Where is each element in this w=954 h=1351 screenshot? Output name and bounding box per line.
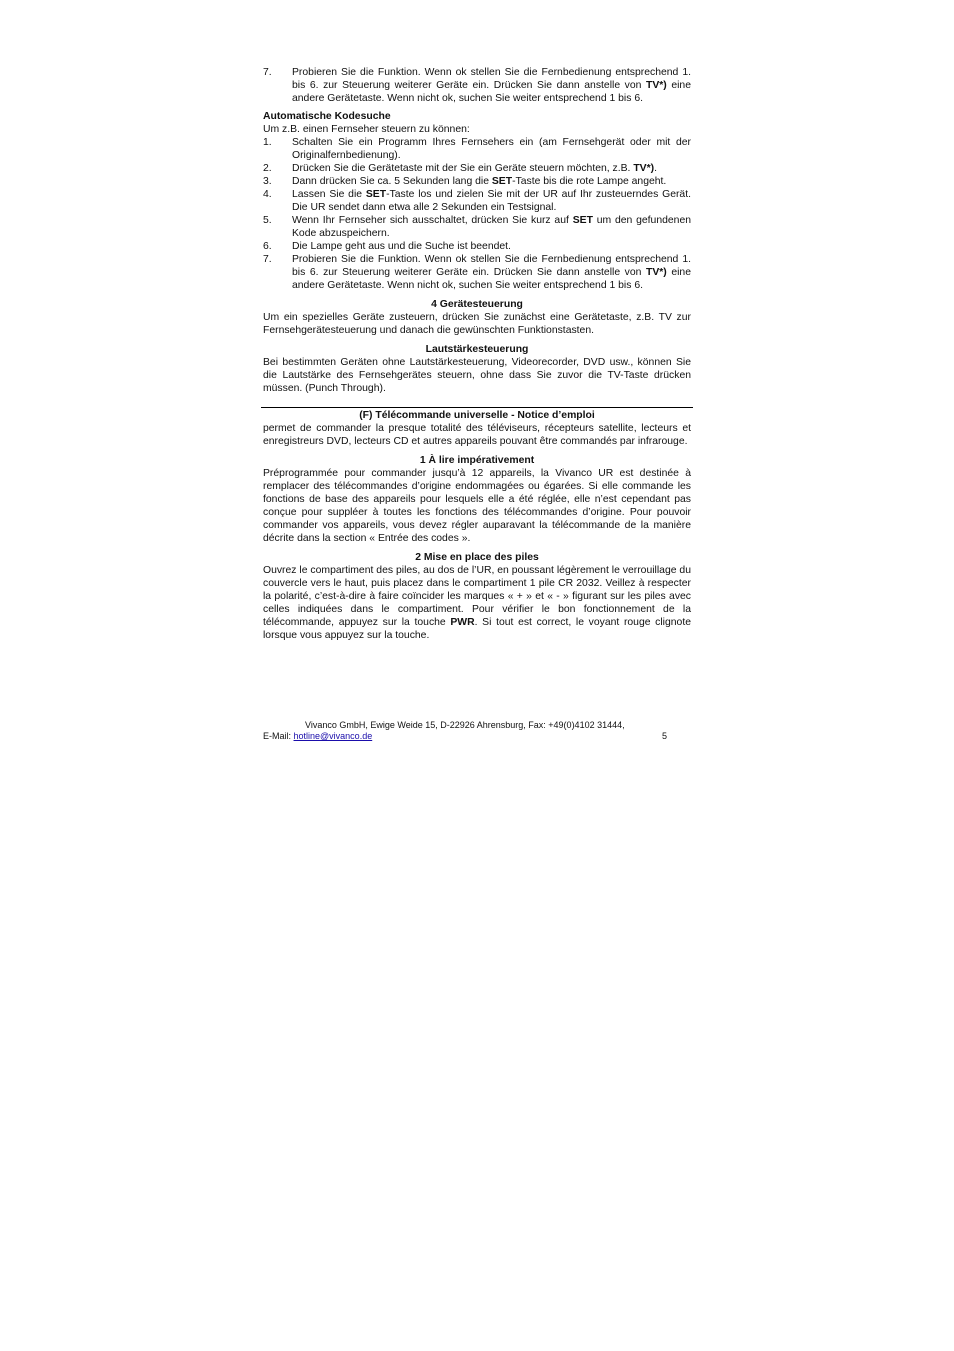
paragraph: Bei bestimmten Geräten ohne Lautstärkesteuerung, Videorecorder, DVD usw., können Sie die Lautstärke des Fernsehgerätes steuern, ohne dass Sie zuvor die TV-Taste drücken müssen. (Punch Through). — [263, 357, 691, 394]
list-item: 2. Drücken Sie die Gerätetaste mit der Sie ein Geräte steuern möchten, z.B. TV*). — [263, 163, 658, 174]
french-title: (F) Télécommande universelle - Notice d’emploi — [359, 410, 595, 421]
page-footer — [263, 720, 693, 742]
footer-address: Vivanco GmbH, Ewige Weide 15, D-22926 Ahrensburg, Fax: +49(0)4102 31444, — [305, 720, 625, 730]
footer-email: E-Mail: hotline@vivanco.de — [263, 731, 373, 741]
list-item: 6. Die Lampe geht aus und die Suche ist beendet. — [263, 241, 511, 252]
email-link[interactable]: hotline@vivanco.de — [293, 731, 373, 741]
list-item: 1. Schalten Sie ein Programm Ihres Fernsehers ein (am Fernsehgerät oder mit der Originalfernbedienung). — [263, 137, 691, 161]
section-heading-read-first: 1 À lire impérativement — [419, 455, 535, 466]
paragraph: Ouvrez le compartiment des piles, au dos de l’UR, en poussant légèrement le verrouillage du couvercle vers le haut, puis placez dans le compartiment 1 pile CR 2032. Veillez à respecter la polarité, c’est-à-dire à faire coïncider les marques « + » et « - » figurant sur les piles avec celles indiquées dans le compartiment. Pour vérifier le bon fonctionnement de la télécommande, appuyez sur la touche PWR. Si tout est correct, le voyant rouge clignote lorsque vous appuyez sur la touche. — [263, 565, 691, 641]
paragraph: permet de commander la presque totalité des téléviseurs, récepteurs satellite, lecteurs et enregistreurs DVD, lecteurs CD et autres appareils pouvant être commandés par infrarouge. — [263, 423, 691, 447]
paragraph: Préprogrammée pour commander jusqu’à 12 appareils, la Vivanco UR est destinée à remplacer des télécommandes d’origine endommagées ou égarées. Si elle commande les fonctions de base des appareils pour lesquels elle a été réglée, elle n’est cependant pas conçue pour suppléer à toutes les fonctions des télécommandes d’origine. Pour pouvoir commander vos appareils, vous devez régler auparavant la télécommande de la manière décrite dans la section « Entrée des codes ». — [263, 468, 691, 544]
section-heading-auto-search: Automatische Kodesuche — [263, 111, 391, 122]
list-item: 3. Dann drücken Sie ca. 5 Sekunden lang die SET-Taste bis die rote Lampe angeht. — [263, 176, 667, 187]
section-heading-batteries: 2 Mise en place des piles — [415, 552, 539, 563]
section-heading-volume: Lautstärkesteuerung — [425, 344, 529, 355]
list-text: Probieren Sie die Funktion. Wenn ok stellen Sie die Fernbedienung entsprechend 1. bis 6. zur Steuerung weiterer Geräte ein. Drücken Sie dann anstelle von TV*) eine andere Gerätetaste. Wenn nicht ok, suchen Sie weiter entsprechend 1 bis 6. — [292, 67, 691, 104]
list-item: 5. Wenn Ihr Fernseher sich ausschaltet, drücken Sie kurz auf SET um den gefundenen Kode abzuspeichern. — [263, 215, 692, 239]
list-number: 7. — [263, 67, 272, 78]
paragraph: Um ein spezielles Geräte zusteuern, drücken Sie zunächst eine Gerätetaste, z.B. TV zur Fernsehgerätesteuerung und danach die gewünschten Funktionstasten. — [263, 312, 691, 336]
page-number: 5 — [661, 731, 667, 741]
section-divider — [261, 407, 693, 408]
document-page — [263, 66, 691, 642]
section-heading-device-control: 4 Gerätesteuerung — [431, 299, 523, 310]
list-item — [263, 66, 691, 105]
section-intro: Um z.B. einen Fernseher steuern zu können: — [263, 124, 470, 135]
list-item: 7. Probieren Sie die Funktion. Wenn ok stellen Sie die Fernbedienung entsprechend 1. bis 6. zur Steuerung weiterer Geräte ein. Drücken Sie dann anstelle von TV*) eine andere Gerätetaste. Wenn nicht ok, suchen Sie weiter entsprechend 1 bis 6. — [263, 254, 691, 291]
list-item: 4. Lassen Sie die SET-Taste los und zielen Sie mit der UR auf Ihr zusteuerndes Gerät. Die UR sendet dann etwa alle 2 Sekunden ein Testsignal. — [263, 189, 691, 213]
